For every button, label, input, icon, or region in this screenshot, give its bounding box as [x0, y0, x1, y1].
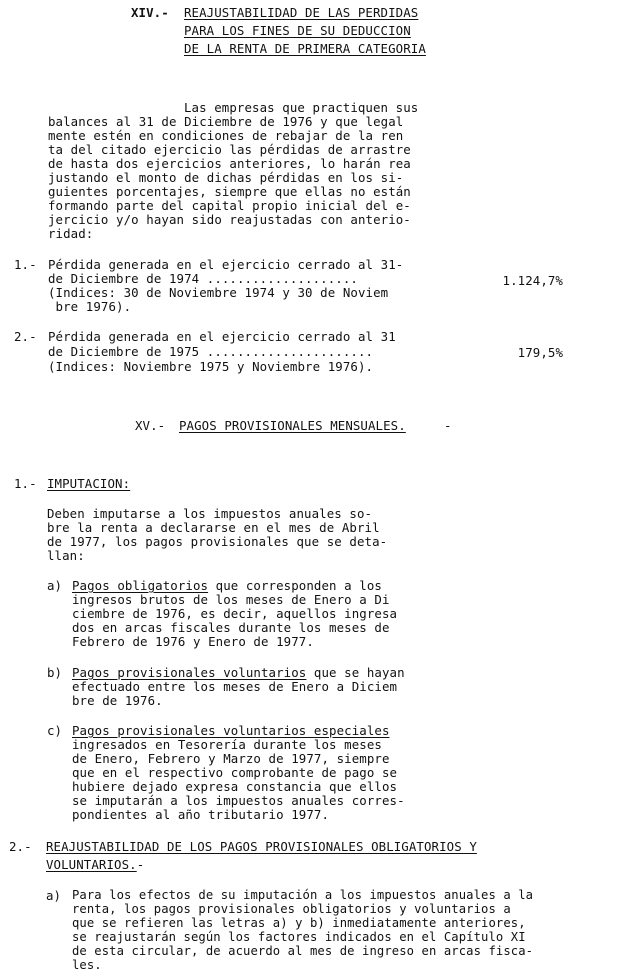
- item-2-value: 179,5%: [517, 345, 563, 360]
- section-xv-title-suffix: -: [444, 418, 452, 433]
- section-xiv-title-line-2: PARA LOS FINES DE SU DEDUCCION: [184, 23, 411, 38]
- imputacion-item-c-line-3: que en el respectivo comprobante de pago se: [72, 765, 398, 780]
- imputacion-item-a-letter: a): [47, 578, 63, 593]
- item-1-line-3: (Indices: 30 de Noviembre 1974 y 30 de Noviem: [48, 285, 389, 300]
- imputacion-item-c-line-1: ingresados en Tesorería durante los meses: [72, 737, 382, 752]
- reajustabilidad-item-a-line-2: que se refieren las letras a) y b) inmediatamente anteriores,: [72, 916, 526, 930]
- imputacion-intro-1: Deben imputarse a los impuestos anuales so-: [47, 506, 373, 521]
- imputacion-intro-4: llan:: [47, 548, 85, 563]
- intro-line-1: Las empresas que practiquen sus: [184, 100, 419, 115]
- imputacion-item-a-underlined: Pagos obligatorios: [72, 578, 209, 593]
- intro-line-2: balances al 31 de Diciembre de 1976 y que legal: [48, 114, 404, 129]
- item-1-number: 1.-: [14, 257, 37, 272]
- item-2-number: 2.-: [14, 329, 37, 344]
- reajustabilidad-heading-line-1: REAJUSTABILIDAD DE LOS PAGOS PROVISIONALES OBLIGATORIOS Y: [46, 839, 477, 854]
- intro-line-5: de hasta dos ejercicios anteriores, lo harán rea: [48, 156, 411, 171]
- item-2-line-3: (Indices: Noviembre 1975 y Noviembre 1976).: [48, 359, 374, 374]
- imputacion-item-a-line-2: ciembre de 1976, es decir, aquellos ingresa: [72, 606, 398, 621]
- intro-line-10: ridad:: [48, 226, 94, 241]
- imputacion-item-b-first-rest: que se hayan: [306, 665, 405, 680]
- imputacion-item-b-underlined: Pagos provisionales voluntarios: [72, 665, 307, 680]
- item-1-value: 1.124,7%: [502, 273, 563, 288]
- intro-line-3: mente estén en condiciones de rebajar de la ren: [48, 128, 404, 143]
- reajustabilidad-item-a-line-5: les.: [72, 958, 102, 972]
- imputacion-item-a-first-rest: que corresponden a los: [208, 578, 382, 593]
- imputacion-item-a-first: [72, 579, 382, 593]
- reajustabilidad-item-a-line-3: se reajustarán según los factores indicados en el Capítulo XI: [72, 930, 526, 944]
- section-xiv-title-line-3: DE LA RENTA DE PRIMERA CATEGORIA: [184, 41, 426, 56]
- imputacion-item-c-line-2: de Enero, Febrero y Marzo de 1977, siempre: [72, 751, 390, 766]
- section-xiv-number: XIV.-: [131, 5, 169, 20]
- item-1-line-2: de Diciembre de 1974 ....................: [48, 271, 358, 286]
- imputacion-item-c-underlined: Pagos provisionales voluntarios especiales: [72, 723, 390, 738]
- reajustabilidad-item-a-line-1: renta, los pagos provisionales obligatorios y voluntarios a: [72, 902, 511, 916]
- imputacion-item-b-letter: b): [47, 665, 63, 680]
- imputacion-item-b-first: [72, 666, 405, 680]
- item-2-line-1: Pérdida generada en el ejercicio cerrado al 31: [48, 329, 396, 344]
- intro-line-9: jercicio y/o hayan sido reajustadas con anterio-: [48, 212, 411, 227]
- reajustabilidad-heading-line-2: VOLUNTARIOS.: [46, 857, 137, 872]
- imputacion-number: 1.-: [14, 476, 37, 491]
- section-xiv-title-line-1: REAJUSTABILIDAD DE LAS PERDIDAS: [184, 5, 419, 20]
- intro-line-8: formando parte del capital propio inicial del e-: [48, 198, 411, 213]
- imputacion-item-a-line-3: dos en arcas fiscales durante los meses de: [72, 620, 390, 635]
- item-2-line-2: de Diciembre de 1975 ......................: [48, 344, 374, 359]
- imputacion-item-c-letter: c): [47, 723, 63, 738]
- imputacion-intro-3: de 1977, los pagos provisionales que se deta-: [47, 534, 388, 549]
- imputacion-intro-2: bre la renta a declararse en el mes de Abril: [47, 520, 380, 535]
- reajustabilidad-heading-suffix: -: [136, 857, 145, 872]
- imputacion-heading: IMPUTACION:: [47, 476, 131, 491]
- imputacion-item-c-line-6: pondientes al año tributario 1977.: [72, 807, 330, 822]
- reajustabilidad-item-a-line-4: de esta circular, de acuerdo al mes de ingreso en arcas fisca-: [72, 944, 534, 958]
- imputacion-item-c-line-5: se imputarán a los impuestos anuales corres-: [72, 793, 405, 808]
- item-1-line-4: bre 1976).: [48, 299, 132, 314]
- intro-line-6: justando el monto de dichas pérdidas en los si-: [48, 170, 404, 185]
- imputacion-item-c-first: [72, 724, 390, 738]
- intro-line-7: guientes porcentajes, siempre que ellas no están: [48, 184, 411, 199]
- imputacion-item-a-line-1: ingresos brutos de los meses de Enero a Di: [72, 592, 390, 607]
- reajustabilidad-item-a-first: Para los efectos de su imputación a los impuestos anuales a la: [72, 888, 534, 902]
- imputacion-item-b-line-1: efectuado entre los meses de Enero a Diciem: [72, 679, 398, 694]
- reajustabilidad-item-a-letter: a): [46, 888, 62, 903]
- intro-line-4: ta del citado ejercicio las pérdidas de arrastre: [48, 142, 411, 157]
- imputacion-item-b-line-2: bre de 1976.: [72, 693, 163, 708]
- section-xv-title: PAGOS PROVISIONALES MENSUALES.: [179, 418, 406, 433]
- imputacion-item-a-line-4: Febrero de 1976 y Enero de 1977.: [72, 634, 314, 649]
- reajustabilidad-heading-line-2-wrap: [46, 858, 144, 872]
- item-1-line-1: Pérdida generada en el ejercicio cerrado al 31-: [48, 257, 404, 272]
- section-xv-number: XV.-: [135, 418, 166, 433]
- imputacion-item-c-line-4: hubiere dejado expresa constancia que ellos: [72, 779, 398, 794]
- reajustabilidad-number: 2.-: [9, 839, 32, 854]
